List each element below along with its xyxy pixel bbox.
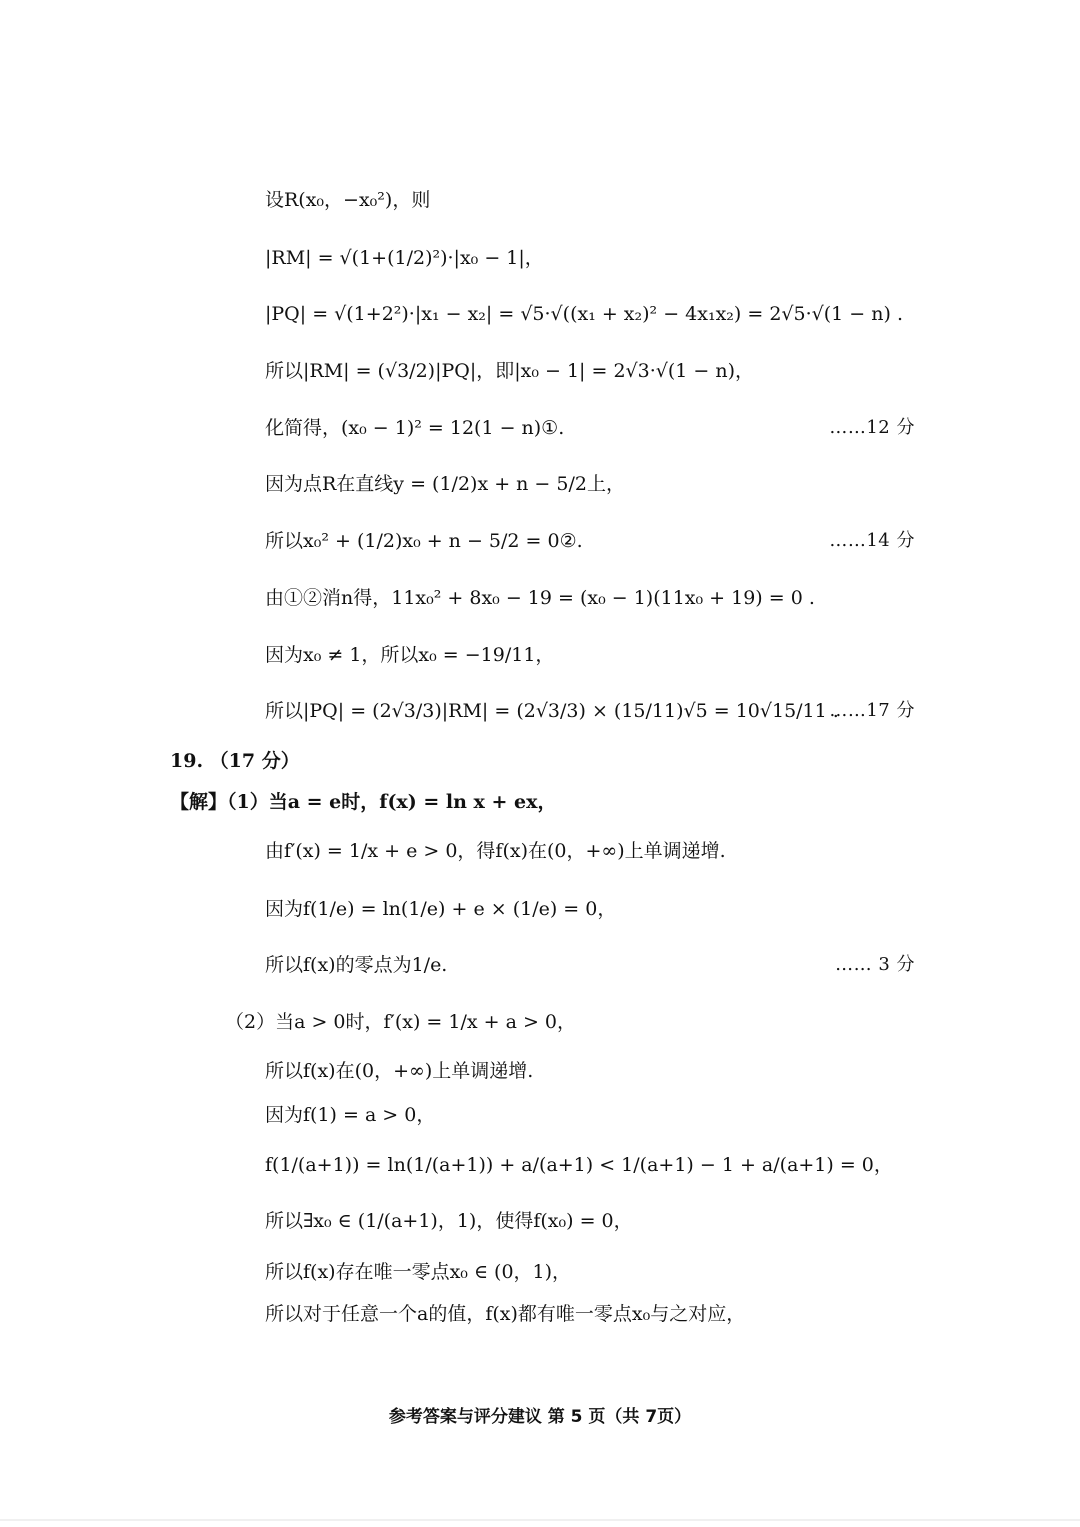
line-text: 所以|RM| = (√3/2)|PQ|，即|x₀ − 1| = 2√3·√(1 − n)，	[265, 359, 755, 382]
solution-line	[0, 631, 1080, 675]
solution-line	[0, 1047, 1080, 1091]
solution-line	[0, 885, 1080, 929]
solution-line	[0, 1290, 1080, 1334]
solution-line	[0, 517, 1080, 561]
line-text: 因为f(1) = a > 0，	[265, 1103, 436, 1126]
line-text: 所以f(x)存在唯一零点x₀ ∈ (0，1)，	[265, 1260, 572, 1283]
score-marker: ……14 分	[829, 530, 915, 551]
line-text: |PQ| = √(1+2²)·|x₁ − x₂| = √5·√((x₁ + x₂)² − 4x₁x₂) = 2√5·√(1 − n) .	[265, 303, 903, 325]
solution-line	[0, 687, 1080, 731]
line-text: 设R(x₀，−x₀²)，则	[265, 188, 431, 211]
solution-line	[0, 827, 1080, 871]
solution-line	[0, 1248, 1080, 1292]
line-text: 化简得，(x₀ − 1)² = 12(1 − n)①.	[265, 416, 565, 439]
line-text: 所以对于任意一个a的值，f(x)都有唯一零点x₀与之对应，	[265, 1302, 746, 1325]
line-text: 所以f(x)在(0，+∞)上单调递增.	[265, 1059, 534, 1082]
line-text: 所以f(x)的零点为1/e.	[265, 953, 448, 976]
line-text: f(1/(a+1)) = ln(1/(a+1)) + a/(a+1) < 1/(a+1) − 1 + a/(a+1) = 0，	[265, 1153, 893, 1176]
line-text: |RM| = √(1+(1/2)²)·|x₀ − 1|，	[265, 246, 544, 269]
solution-line	[0, 1091, 1080, 1135]
line-text: 所以x₀² + (1/2)x₀ + n − 5/2 = 0②.	[265, 529, 583, 552]
solution-line	[0, 404, 1080, 448]
solution-line	[0, 176, 1080, 220]
solution-line	[0, 778, 1080, 822]
solution-line	[0, 460, 1080, 504]
solution-line	[0, 234, 1080, 278]
score-marker: ……17 分	[829, 700, 915, 721]
line-text: 所以∃x₀ ∈ (1/(a+1)，1)，使得f(x₀) = 0，	[265, 1209, 633, 1232]
solution-line	[0, 347, 1080, 391]
solution-line	[0, 574, 1080, 618]
solution-line	[0, 941, 1080, 985]
solution-line	[0, 1197, 1080, 1241]
score-marker: …… 3 分	[835, 954, 915, 975]
line-text: 因为点R在直线y = (1/2)x + n − 5/2上，	[265, 472, 625, 495]
score-marker: ……12 分	[829, 417, 915, 438]
line-text: 由①②消n得，11x₀² + 8x₀ − 19 = (x₀ − 1)(11x₀ + 19) = 0 .	[265, 586, 815, 609]
line-text: 因为x₀ ≠ 1，所以x₀ = −19/11，	[265, 643, 555, 666]
solution-line	[0, 998, 1080, 1042]
section-heading: 19. （17 分）	[170, 749, 300, 772]
solution-line	[0, 292, 1080, 336]
line-text: 所以|PQ| = (2√3/3)|RM| = (2√3/3) × (15/11)√5 = 10√15/11 .	[265, 699, 839, 722]
line-text: （2）当a > 0时，f′(x) = 1/x + a > 0，	[225, 1010, 577, 1033]
line-text: 因为f(1/e) = ln(1/e) + e × (1/e) = 0，	[265, 897, 617, 920]
line-text: 由f′(x) = 1/x + e > 0，得f(x)在(0，+∞)上单调递增.	[265, 839, 726, 862]
page-footer: 参考答案与评分建议 第 5 页（共 7页）	[388, 1407, 692, 1427]
solution-line	[0, 1141, 1080, 1185]
bottom-edge	[0, 1519, 1080, 1521]
solution-line	[0, 737, 1080, 781]
section-heading: 【解】（1）当a = e时，f(x) = ln x + ex，	[170, 790, 557, 813]
